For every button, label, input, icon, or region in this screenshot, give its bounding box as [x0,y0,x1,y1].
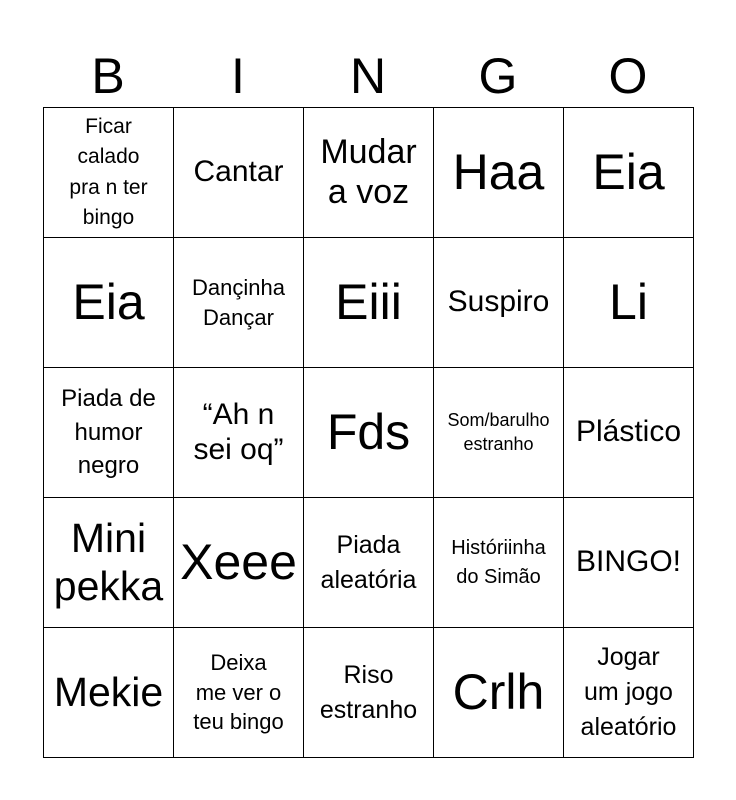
bingo-cell[interactable] [44,368,174,498]
bingo-cell[interactable] [174,238,304,368]
bingo-board [43,107,694,758]
header-letter-i: I [231,48,245,104]
bingo-cell[interactable] [434,108,564,238]
header-letter-g: G [478,48,518,104]
cell-text: BINGO! [575,545,681,579]
bingo-cell[interactable] [564,108,694,238]
cell-text: Eia [592,144,665,200]
cell-text: Crlh [452,664,545,720]
cell-text: Cantar [193,155,284,189]
bingo-cell[interactable] [174,108,304,238]
cell-text: Haa [452,144,545,200]
cell-text: Históriinha do Simão [451,536,546,588]
bingo-cell[interactable] [564,628,694,758]
bingo-cell[interactable] [564,368,694,498]
cell-text: Fds [326,404,411,460]
bingo-cell[interactable] [174,368,304,498]
cell-text: Mudar a voz [320,133,417,211]
cell-text: Piada de humor negro [61,385,156,480]
cell-text: Li [609,274,648,330]
bingo-header [43,45,693,107]
cell-text: “Ah n sei oq” [193,398,284,466]
bingo-cell[interactable] [434,368,564,498]
bingo-cell[interactable] [174,628,304,758]
bingo-cell[interactable] [304,498,434,628]
cell-text: Mekie [53,668,164,715]
header-letter-b: B [91,48,125,104]
bingo-cell[interactable] [44,498,174,628]
bingo-cell[interactable] [564,498,694,628]
cell-text: Jogar um jogo aleatório [580,643,677,741]
bingo-cell[interactable] [434,238,564,368]
cell-text: Dançinha Dançar [192,274,285,330]
header-letter-n: N [349,48,387,104]
cell-text: Som/barulho estranho [447,410,550,454]
bingo-cell[interactable] [434,628,564,758]
cell-text: Piada aleatória [320,530,417,594]
cell-text: Eia [72,274,145,330]
cell-text: Eiii [335,274,402,330]
bingo-cell[interactable] [174,498,304,628]
cell-text: Mini pekka [53,515,164,609]
bingo-cell[interactable] [44,628,174,758]
cell-text: Deixa me ver o teu bingo [193,649,284,735]
cell-text: Suspiro [447,285,550,319]
cell-text: Xeee [180,534,297,590]
header-letter-o: O [608,48,648,104]
bingo-cell[interactable] [304,108,434,238]
bingo-cell[interactable] [44,108,174,238]
cell-text: Riso estranho [319,660,418,724]
cell-text: Ficar calado pra n ter bingo [69,114,148,229]
bingo-cell[interactable] [44,238,174,368]
bingo-cell[interactable] [564,238,694,368]
bingo-cell[interactable] [434,498,564,628]
bingo-cell[interactable] [304,628,434,758]
cell-text: Plástico [575,415,682,449]
bingo-cell[interactable] [304,238,434,368]
bingo-cell[interactable] [304,368,434,498]
